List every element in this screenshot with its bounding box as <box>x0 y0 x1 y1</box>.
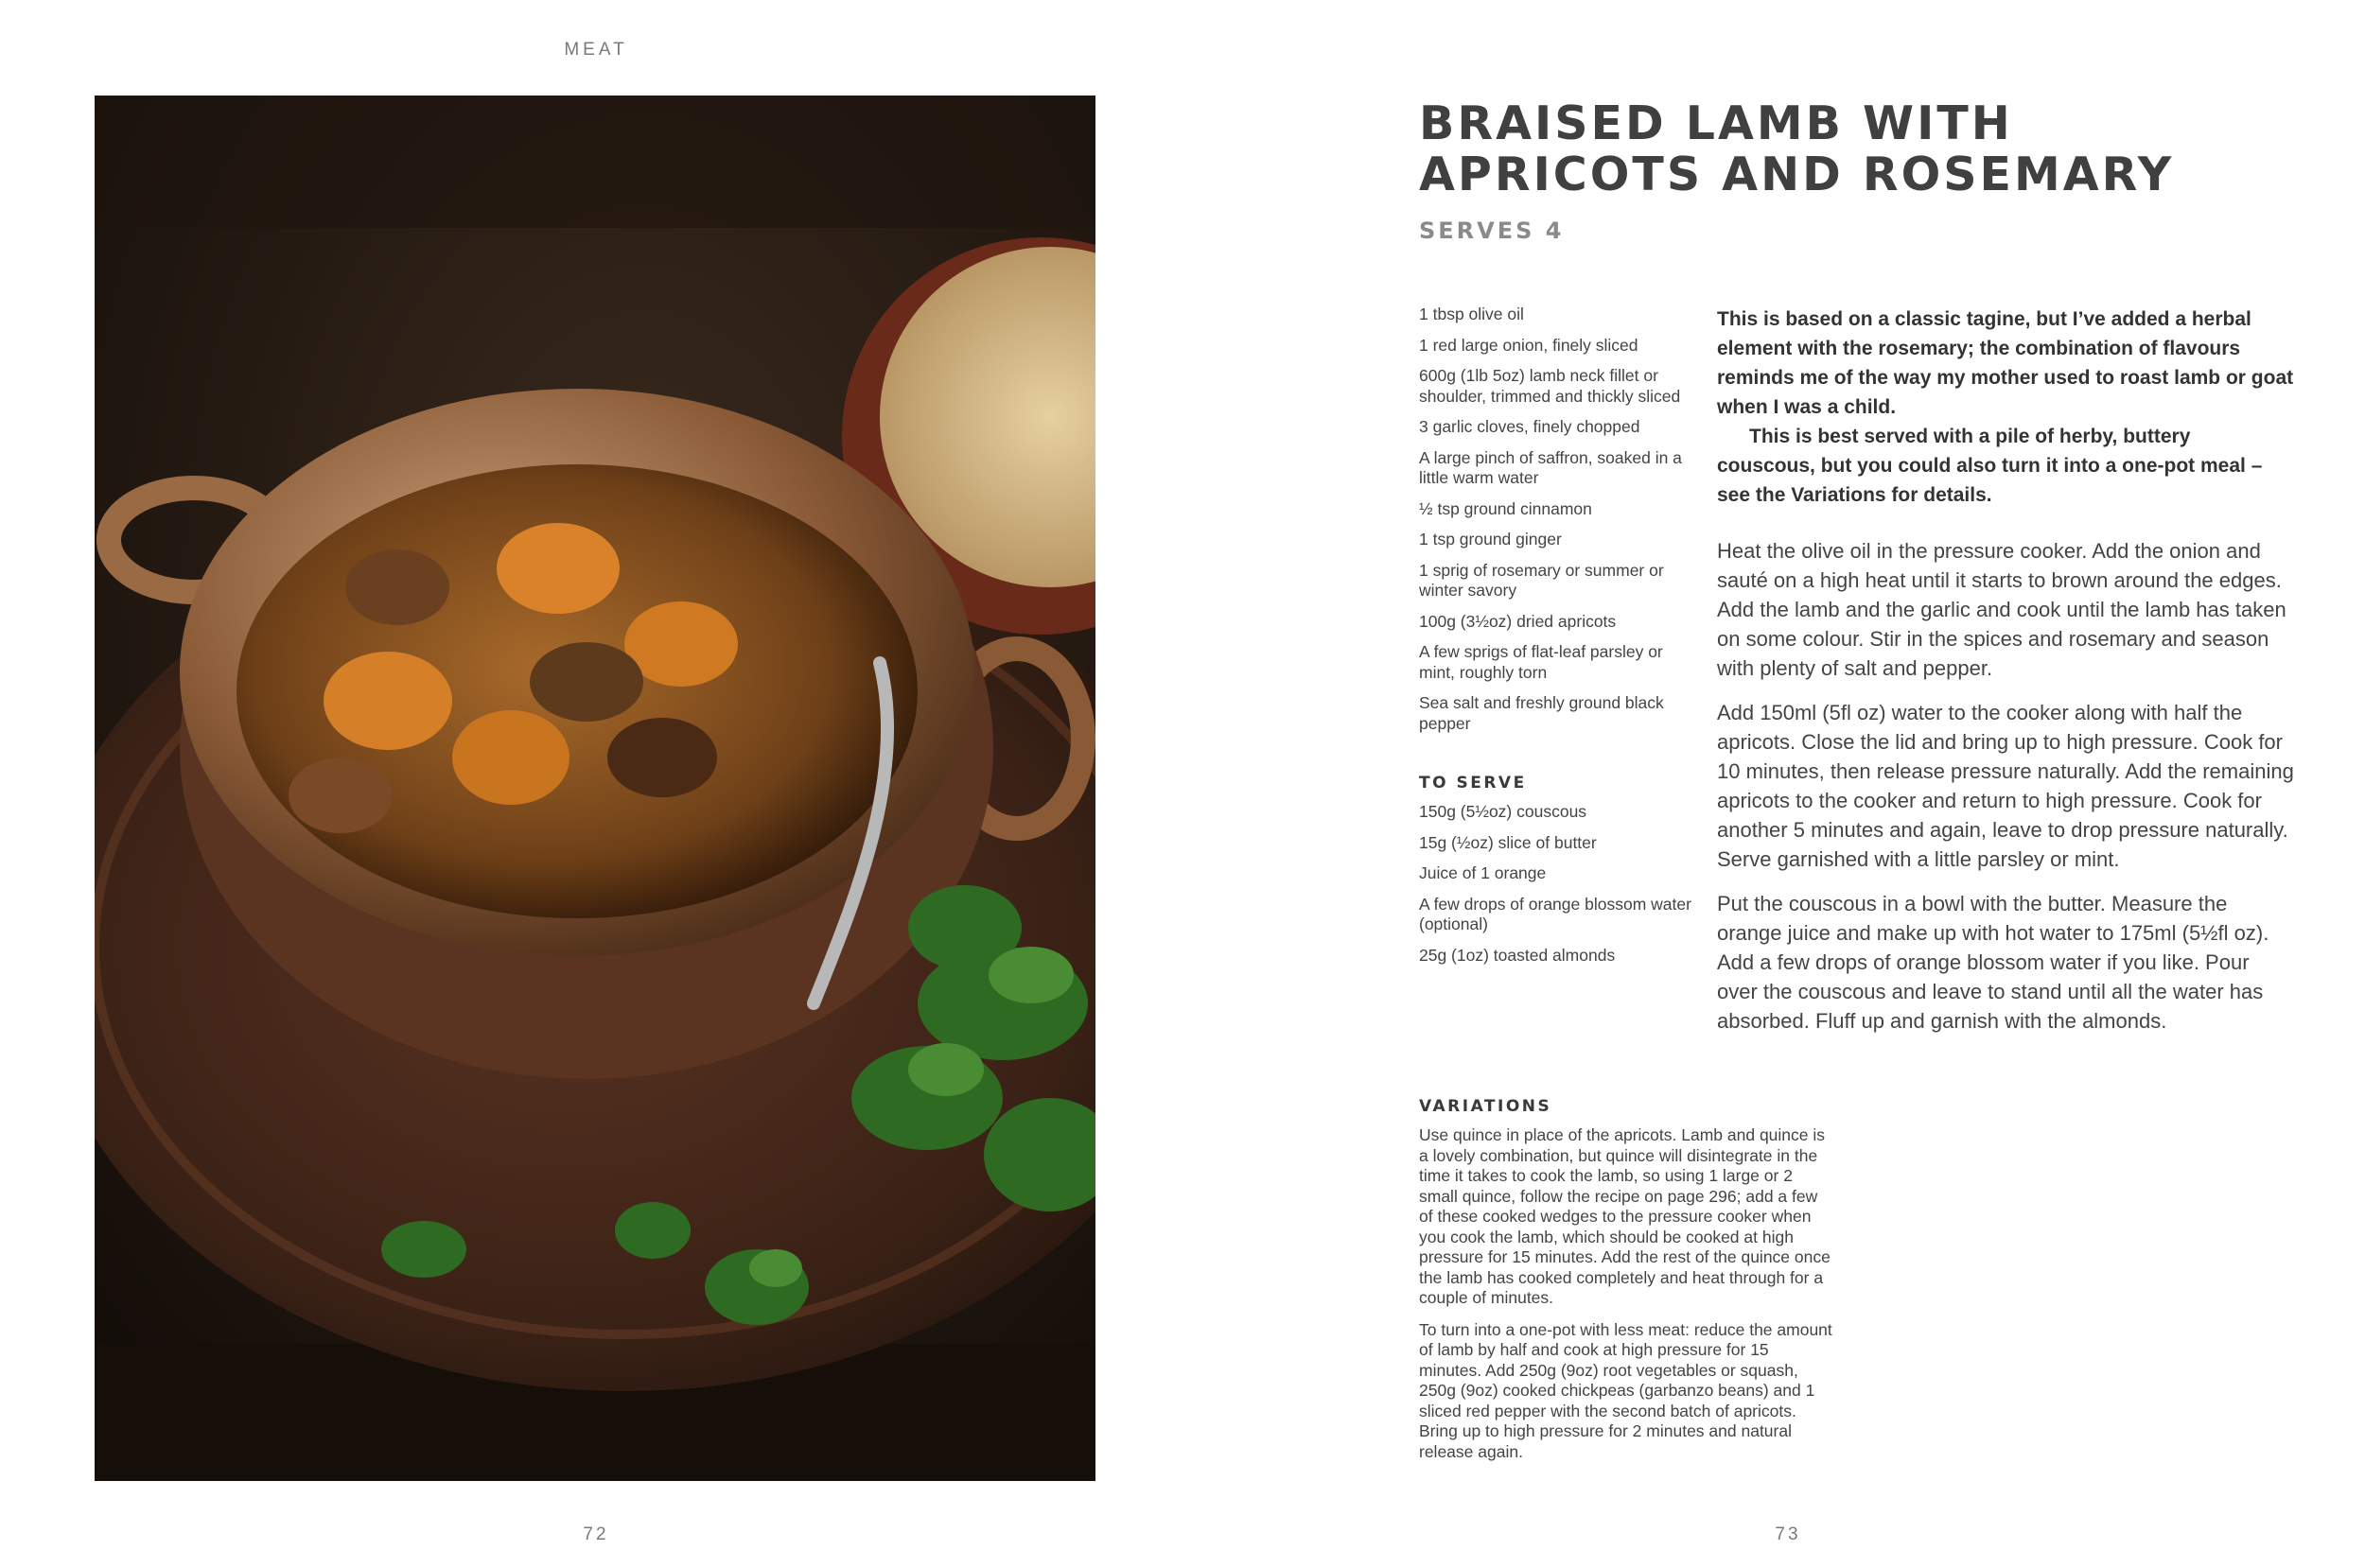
recipe-title <box>1419 98 2270 200</box>
page-number-left: 72 <box>583 1524 609 1544</box>
ingredient-item: 1 tsp ground ginger <box>1419 530 1562 549</box>
ingredient-item: 100g (3½oz) dried apricots <box>1419 611 1617 631</box>
intro-paragraph: This is best served with a pile of herby, buttery couscous, but you could also turn it into a one-pot meal – see the Variations for details. <box>1717 426 2263 506</box>
to-serve-item: 15g (½oz) slice of butter <box>1419 832 1597 852</box>
title-line-1: BRAISED LAMB WITH <box>1419 96 2013 150</box>
to-serve-item: A few drops of orange blossom water (optional) <box>1419 894 1691 933</box>
to-serve-item: Juice of 1 orange <box>1419 863 1547 882</box>
ingredient-item: 1 tbsp olive oil <box>1419 305 1524 323</box>
method-step: Add 150ml (5fl oz) water to the cooker along with half the apricots. Close the lid and bring up to high pressure. Cook for 10 minutes, then release pressure naturally. Add the remaining apricots to the cooker and return to high pressure. Cook for another 5 minutes and again, leave to drop pressure naturally. Serve garnished with a little parsley or mint. <box>1717 701 2294 871</box>
to-serve-heading: TO SERVE <box>1419 774 1527 793</box>
ingredients-column <box>1419 305 1693 976</box>
ingredient-item: 3 garlic cloves, finely chopped <box>1419 417 1640 436</box>
variation-paragraph: To turn into a one-pot with less meat: reduce the amount of lamb by half and cook at high pressure for 15 minutes. Add 250g (9oz) root vegetables or squash, 250g (9oz) cooked chickpeas (garbanzo beans) and 1 sliced red pepper with the second batch of apricots. Bring up to high pressure for 2 minutes and natural release again. <box>1419 1319 1832 1461</box>
ingredient-item: 600g (1lb 5oz) lamb neck fillet or shoulder, trimmed and thickly sliced <box>1419 366 1681 406</box>
ingredient-item: A large pinch of saffron, soaked in a little warm water <box>1419 447 1682 487</box>
dish-photo <box>95 96 1095 1481</box>
intro-paragraph: This is based on a classic tagine, but I’ve added a herbal element with the rosemary; the combination of flavours reminds me of the way my mother used to roast lamb or goat when I was a child. <box>1717 308 2294 418</box>
ingredient-item: 1 sprig of rosemary or summer or winter savory <box>1419 560 1664 600</box>
ingredient-item: 1 red large onion, finely sliced <box>1419 335 1638 355</box>
ingredient-item: Sea salt and freshly ground black pepper <box>1419 693 1664 733</box>
method-step: Heat the olive oil in the pressure cooker. Add the onion and sauté on a high heat until it starts to brown around the edges. Add the lamb and the garlic and cook until the lamb has taken on some colour. Stir in the spices and rosemary and season with plenty of salt and pepper. <box>1717 539 2286 680</box>
variations-section <box>1419 1097 1835 1473</box>
to-serve-item: 150g (5½oz) couscous <box>1419 802 1587 821</box>
running-head: MEAT <box>564 40 628 60</box>
method-step: Put the couscous in a bowl with the butter. Measure the orange juice and make up with hot water to 175ml (5½fl oz). Add a few drops of orange blossom water if you like. Pour over the couscous and leave to stand until all the water has absorbed. Fluff up and garnish with the almonds. <box>1717 892 2269 1033</box>
method-column <box>1717 305 2294 1051</box>
ingredient-item: ½ tsp ground cinnamon <box>1419 498 1592 518</box>
variation-paragraph: Use quince in place of the apricots. Lamb and quince is a lovely combination, but quince will disintegrate in the time it takes to cook the lamb, so using 1 large or 2 small quince, follow the recipe on page 296; add a few of these cooked wedges to the pressure cooker when you cook the lamb, which should be cooked at high pressure for 15 minutes. Add the rest of the quince once the lamb has cooked completely and heat through for a couple of minutes. <box>1419 1125 1831 1307</box>
to-serve-item: 25g (1oz) toasted almonds <box>1419 945 1616 965</box>
ingredient-item: A few sprigs of flat-leaf parsley or mint, roughly torn <box>1419 642 1663 682</box>
title-line-2: APRICOTS AND ROSEMARY <box>1419 148 2175 201</box>
variations-heading: VARIATIONS <box>1419 1097 1552 1116</box>
page-number-right: 73 <box>1775 1524 1801 1544</box>
serves-label: SERVES 4 <box>1419 218 1565 244</box>
